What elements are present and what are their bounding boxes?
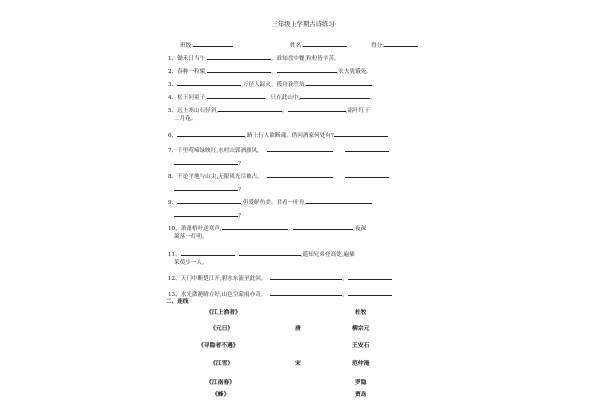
score-label: 得分: bbox=[371, 43, 385, 49]
class-blank[interactable] bbox=[193, 41, 233, 47]
answer-blank[interactable] bbox=[177, 131, 245, 137]
answer-blank[interactable] bbox=[174, 211, 238, 217]
question-number: 10、 bbox=[168, 226, 181, 232]
answer-blank[interactable] bbox=[218, 106, 282, 112]
dynasty-label[interactable]: 宋 bbox=[295, 361, 301, 367]
question-text: 春种一粒粟, bbox=[177, 69, 207, 75]
score-field bbox=[371, 41, 418, 50]
name-label: 姓名: bbox=[290, 43, 304, 49]
question-8-continued bbox=[174, 185, 241, 194]
poet-name[interactable]: 杜牧 bbox=[355, 310, 367, 316]
question-text: 。 bbox=[372, 82, 378, 88]
question-11-continued: 茱萸少一人。 bbox=[174, 260, 208, 266]
question-text: ? bbox=[238, 161, 241, 167]
worksheet-page bbox=[158, 0, 458, 400]
question-text: ? bbox=[238, 213, 241, 219]
answer-blank[interactable] bbox=[270, 274, 345, 282]
question-7 bbox=[168, 146, 389, 155]
question-6 bbox=[168, 131, 388, 140]
answer-blank[interactable] bbox=[345, 172, 389, 178]
answer-blank[interactable] bbox=[207, 67, 271, 73]
question-text: 水光潋滟晴方好,山色空蒙雨亦奇。 bbox=[180, 292, 267, 298]
question-12 bbox=[168, 274, 392, 283]
question-text: ,农夫犹饿死。 bbox=[336, 69, 372, 75]
question-text: 。 bbox=[282, 108, 288, 114]
answer-blank[interactable] bbox=[348, 274, 392, 280]
question-text: ,但爱鲈鱼美。君看一叶舟, bbox=[241, 200, 307, 206]
question-4 bbox=[168, 93, 376, 102]
question-text: 。只在此山中, bbox=[264, 95, 301, 101]
poem-title[interactable]: 《江雪》 bbox=[210, 361, 234, 367]
answer-blank[interactable] bbox=[181, 250, 235, 256]
dynasty-label[interactable]: 唐 bbox=[295, 326, 301, 332]
answer-blank[interactable] bbox=[277, 67, 337, 73]
poet-name[interactable]: 罗隐 bbox=[355, 380, 367, 386]
question-text: 不论平地与山尖,无限风光尽被占。 bbox=[177, 174, 263, 180]
answer-blank[interactable] bbox=[239, 250, 301, 256]
name-field bbox=[290, 41, 347, 50]
question-text: 千里莺啼绿映红,水村山郭酒旗风。 bbox=[177, 148, 263, 154]
question-text: 。 bbox=[270, 69, 277, 75]
question-number: 8、 bbox=[168, 174, 178, 180]
answer-blank[interactable] bbox=[334, 131, 388, 137]
answer-blank[interactable] bbox=[267, 172, 333, 178]
answer-blank[interactable] bbox=[348, 290, 392, 296]
score-blank[interactable] bbox=[384, 41, 418, 47]
question-number: 9、 bbox=[168, 200, 178, 206]
question-number: 1、 bbox=[168, 56, 178, 62]
poet-name[interactable]: 王安石 bbox=[352, 343, 370, 349]
question-text: 。谁知盘中餐,粒粒皆辛苦。 bbox=[270, 56, 340, 62]
question-number: 3、 bbox=[168, 82, 178, 88]
answer-blank[interactable] bbox=[222, 224, 288, 230]
poem-title[interactable]: 《寻隐者不遇》 bbox=[198, 343, 239, 349]
question-5-continued: 二月花。 bbox=[174, 116, 197, 122]
question-10-continued: 篱落一灯明。 bbox=[174, 234, 208, 240]
question-text: 。 bbox=[287, 226, 294, 232]
answer-blank[interactable] bbox=[345, 146, 389, 152]
answer-blank[interactable] bbox=[306, 80, 372, 86]
question-number: 5、 bbox=[168, 108, 178, 114]
class-field bbox=[180, 41, 233, 50]
poem-title[interactable]: 《蜂》 bbox=[212, 392, 230, 398]
poet-name[interactable]: 贾岛 bbox=[355, 392, 367, 398]
answer-blank[interactable] bbox=[293, 224, 353, 230]
section-2-heading: 二、连线 bbox=[166, 299, 189, 305]
question-number: 13、 bbox=[168, 292, 181, 298]
question-text: , bbox=[342, 292, 345, 298]
poem-title[interactable]: 《元日》 bbox=[210, 326, 234, 332]
question-13 bbox=[168, 290, 392, 299]
answer-blank[interactable] bbox=[177, 80, 241, 86]
question-number: 2、 bbox=[168, 69, 178, 75]
question-text: 萧萧梧叶送寒声, bbox=[180, 226, 222, 232]
answer-blank[interactable] bbox=[174, 159, 238, 165]
question-text: ,霜叶红于 bbox=[345, 108, 370, 114]
class-label: 班级: bbox=[180, 43, 194, 49]
question-11 bbox=[168, 250, 355, 259]
question-7-continued bbox=[174, 159, 241, 168]
worksheet-title: 三年级上学期古诗练习 bbox=[271, 21, 335, 28]
question-number: 7、 bbox=[168, 148, 178, 154]
question-5 bbox=[168, 106, 370, 115]
answer-blank[interactable] bbox=[270, 290, 345, 298]
question-text: ,遥知兄弟登高处,遍插 bbox=[300, 252, 355, 258]
answer-blank[interactable] bbox=[306, 198, 372, 204]
question-text: 远上寒山石径斜, bbox=[177, 108, 219, 114]
question-text: ,夜深 bbox=[353, 226, 367, 232]
question-text: ,路上行人欲断魂。借问酒家何处有? bbox=[245, 133, 334, 139]
question-9-continued bbox=[174, 211, 241, 220]
answer-blank[interactable] bbox=[174, 185, 238, 191]
question-text: ? bbox=[238, 187, 241, 193]
question-text: , bbox=[342, 276, 345, 282]
question-8 bbox=[168, 172, 389, 181]
answer-blank[interactable] bbox=[177, 198, 241, 204]
question-text: 松下问童子, bbox=[177, 95, 207, 101]
question-number: 4、 bbox=[168, 95, 178, 101]
question-10 bbox=[168, 224, 366, 233]
answer-blank[interactable] bbox=[267, 146, 333, 152]
question-number: 6、 bbox=[168, 133, 178, 139]
poet-name[interactable]: 柳宗元 bbox=[352, 326, 370, 332]
answer-blank[interactable] bbox=[207, 93, 265, 99]
question-number: 11、 bbox=[168, 252, 181, 258]
poet-name[interactable]: 范仲淹 bbox=[352, 361, 370, 367]
poem-title[interactable]: 《江上渔者》 bbox=[206, 310, 241, 316]
question-9 bbox=[168, 198, 372, 207]
question-text: ,万径人踪灭。孤舟蓑笠翁, bbox=[241, 82, 307, 88]
question-text: 锄禾日当午, bbox=[177, 56, 207, 62]
answer-blank[interactable] bbox=[300, 93, 370, 99]
question-1 bbox=[168, 54, 340, 63]
question-3 bbox=[168, 80, 378, 89]
question-number: 12、 bbox=[168, 276, 181, 282]
name-blank[interactable] bbox=[303, 41, 347, 47]
question-2 bbox=[168, 67, 372, 76]
answer-blank[interactable] bbox=[288, 106, 346, 112]
answer-blank[interactable] bbox=[207, 54, 271, 60]
question-text: 。 bbox=[370, 95, 376, 101]
question-text: 天门中断楚江开,碧水东流至此回。 bbox=[180, 276, 267, 282]
poem-title[interactable]: 《江南春》 bbox=[206, 380, 235, 386]
